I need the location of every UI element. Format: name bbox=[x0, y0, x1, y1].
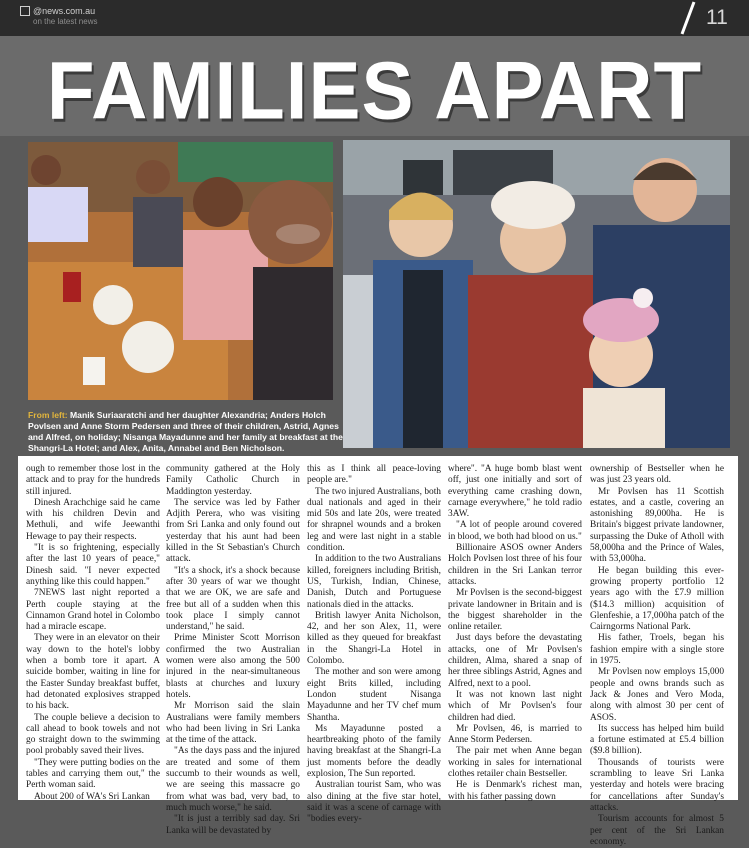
paragraph: community gathered at the Holy Family Catholic Church in Maddington yesterday. bbox=[166, 464, 300, 497]
paragraph: "As the days pass and the injured are treated and some of them succumb to their wounds as well, we are seeing this massacre go from what was bad, very bad, to much much worse," he said. bbox=[166, 746, 300, 813]
page-header-bar bbox=[0, 0, 749, 36]
paragraph: where". "A huge bomb blast went off, just one initially and sort of everything came crashing down, carnage everywhere," he told radio 3AW. bbox=[448, 464, 582, 520]
headline: FAMILIES APART bbox=[46, 43, 703, 137]
paragraph: He began building this ever-growing property portfolio 12 years ago with the £7.9 million ($14.3 million) acquisition of Glenfeshie, a 17,000ha patch of the Cairngorms National Park. bbox=[590, 565, 724, 633]
article-column-3 bbox=[307, 464, 441, 826]
paragraph: Thousands of tourists were scrambling to leave Sri Lanka yesterday and hotels were bracing for cancellations after Sunday's attacks. bbox=[590, 757, 724, 813]
photo-caption bbox=[28, 410, 348, 454]
paragraph: Mr Povlsen has 11 Scottish estates, and a castle, covering an astonishing 89,000ha. He is Britain's biggest private landowner, surpassing the Duke of Atholl with 58,000ha and the Prince of Wales, with 53,000ha. bbox=[590, 486, 724, 565]
divider-slash-icon bbox=[676, 0, 698, 36]
headline-banner bbox=[0, 36, 749, 136]
paragraph: Dinesh Arachchige said he came with his children Devin and Methuli, and wife Jeewanthi Hewage to pay their respects. bbox=[26, 497, 160, 542]
paragraph: Tourism accounts for almost 5 per cent of the Sri Lankan economy. bbox=[590, 814, 724, 847]
paragraph: Australian tourist Sam, who was also dining at the five star hotel, said it was a scene of carnage with "bodies every- bbox=[307, 780, 441, 825]
paragraph: Its success has helped him build a fortune estimated at £5.4 billion ($9.8 billion). bbox=[590, 723, 724, 757]
caption-text: Manik Suriaaratchi and her daughter Alexandria; Anders Holch Povlsen and Anne Storm Pedersen and three of their children, Astrid, Agnes and Alfred, on holiday; Nisanga Mayadunne and her family at breakfast at the Shangri-La Hotel; and Alex, Anita, Annabel and Ben Nicholson. bbox=[28, 410, 343, 453]
paragraph: "They were putting bodies on the tables and carrying them out," the Perth woman said. bbox=[26, 757, 160, 791]
photo-breakfast-family bbox=[28, 142, 333, 400]
paragraph: "It is just a terribly sad day. Sri Lanka will be devastated by bbox=[166, 814, 300, 836]
site-name: @news.com.au bbox=[33, 6, 96, 16]
paragraph: Mr Povlsen, 46, is married to Anne Storm Pedersen. bbox=[448, 723, 582, 746]
paragraph: Ms Mayadunne posted a heartbreaking photo of the family having breakfast at the Shangri-La just moments before the deadly explosion, The Sun reported. bbox=[307, 723, 441, 780]
article-column-1 bbox=[26, 464, 160, 803]
paragraph: They were in an elevator on their way down to the hotel's lobby when a bomb tore it apart. A suicide bomber, waiting in line for the Easter Sunday breakfast buffet, had detonated explosives strapped to his back. bbox=[26, 633, 160, 712]
paragraph: He is Denmark's richest man, with his father passing down bbox=[448, 780, 582, 802]
paragraph: The mother and son were among eight Brits killed, including London student Nisanga Mayadunne and her TV chef mum Shantha. bbox=[307, 667, 441, 723]
paragraph: The two injured Australians, both dual nationals and aged in their mid 50s and late 20s, were treated for shrapnel wounds and a broken leg and were last night in a stable condition. bbox=[307, 486, 441, 554]
page-number: 11 bbox=[706, 6, 728, 29]
paragraph: Just days before the devastating attacks, one of Mr Povlsen's children, Alma, shared a snap of her three siblings Astrid, Agnes and Alfred, next to a pool. bbox=[448, 633, 582, 689]
caption-lead: From left: bbox=[28, 410, 68, 420]
paragraph: this as I think all peace-loving people are." bbox=[307, 464, 441, 486]
paragraph: British lawyer Anita Nicholson, 42, and her son Alex, 11, were killed as they queued for breakfast in the Shangri-La Hotel in Colombo. bbox=[307, 610, 441, 667]
paragraph: The pair met when Anne began working in sales for international clothes retailer chain Bestseller. bbox=[448, 746, 582, 780]
paragraph: It was not known last night which of Mr Povlsen's four children had died. bbox=[448, 689, 582, 723]
paragraph: ough to remember those lost in the attack and to pray for the hundreds still injured. bbox=[26, 464, 160, 497]
paragraph: Mr Povlsen now employs 15,000 people and owns brands such as Jack & Jones and Vero Moda, along with almost 30 per cent of ASOS. bbox=[590, 667, 724, 723]
paragraph: Billionaire ASOS owner Anders Holch Povlsen lost three of his four children in the Sri Lankan terror attacks. bbox=[448, 543, 582, 587]
paragraph: ownership of Bestseller when he was just 23 years old. bbox=[590, 464, 724, 486]
photo-povlsen-family bbox=[343, 140, 730, 448]
site-logo-icon bbox=[20, 6, 30, 16]
paragraph: 7NEWS last night reported a Perth couple staying at the Cinnamon Grand hotel in Colombo had a miracle escape. bbox=[26, 588, 160, 633]
paragraph: About 200 of WA's Sri Lankan bbox=[34, 791, 150, 802]
paragraph: Mr Morrison said the slain Australians were family members who had been living in Sri Lanka at the time of the attack. bbox=[166, 701, 300, 746]
paragraph: "A lot of people around covered in blood, we both had blood on us." bbox=[448, 520, 582, 542]
paragraph: The service was led by Father Adjith Perera, who was visiting from Sri Lanka and only found out yesterday that his aunt had been killed in the St Sebastian's Church attack. bbox=[166, 497, 300, 565]
paragraph: Mr Povlsen is the second-biggest private landowner in Britain and is the biggest shareholder in the online retailer. bbox=[448, 588, 582, 633]
paragraph: Prime Minister Scott Morrison confirmed the two Australian women were also among the 500 injured in the near-simultaneous blasts at churches and luxury hotels. bbox=[166, 633, 300, 700]
paragraph: "It's a shock, it's a shock because after 30 years of war we thought that we are OK, we are safe and free but all of a sudden when this took place I simply cannot understand," he said. bbox=[166, 565, 300, 633]
paragraph: His father, Troels, began his fashion empire with a single store in 1975. bbox=[590, 633, 724, 667]
article-column-5 bbox=[590, 464, 724, 848]
paragraph: The couple believe a decision to call ahead to book towels and not go straight down to the swimming pool probably saved their lives. bbox=[26, 712, 160, 757]
article-column-4 bbox=[448, 464, 582, 803]
paragraph: "It is so frightening, especially after the last 10 years of peace," Dinesh said. "I never expected anything like this could happen." bbox=[26, 543, 160, 587]
paragraph: In addition to the two Australians killed, foreigners including British, US, Turkish, Indian, Chinese, Danish, Dutch and Portuguese nationals died in the attacks. bbox=[307, 554, 441, 610]
site-subtitle: on the latest news bbox=[33, 17, 98, 26]
article-column-2 bbox=[166, 464, 300, 837]
